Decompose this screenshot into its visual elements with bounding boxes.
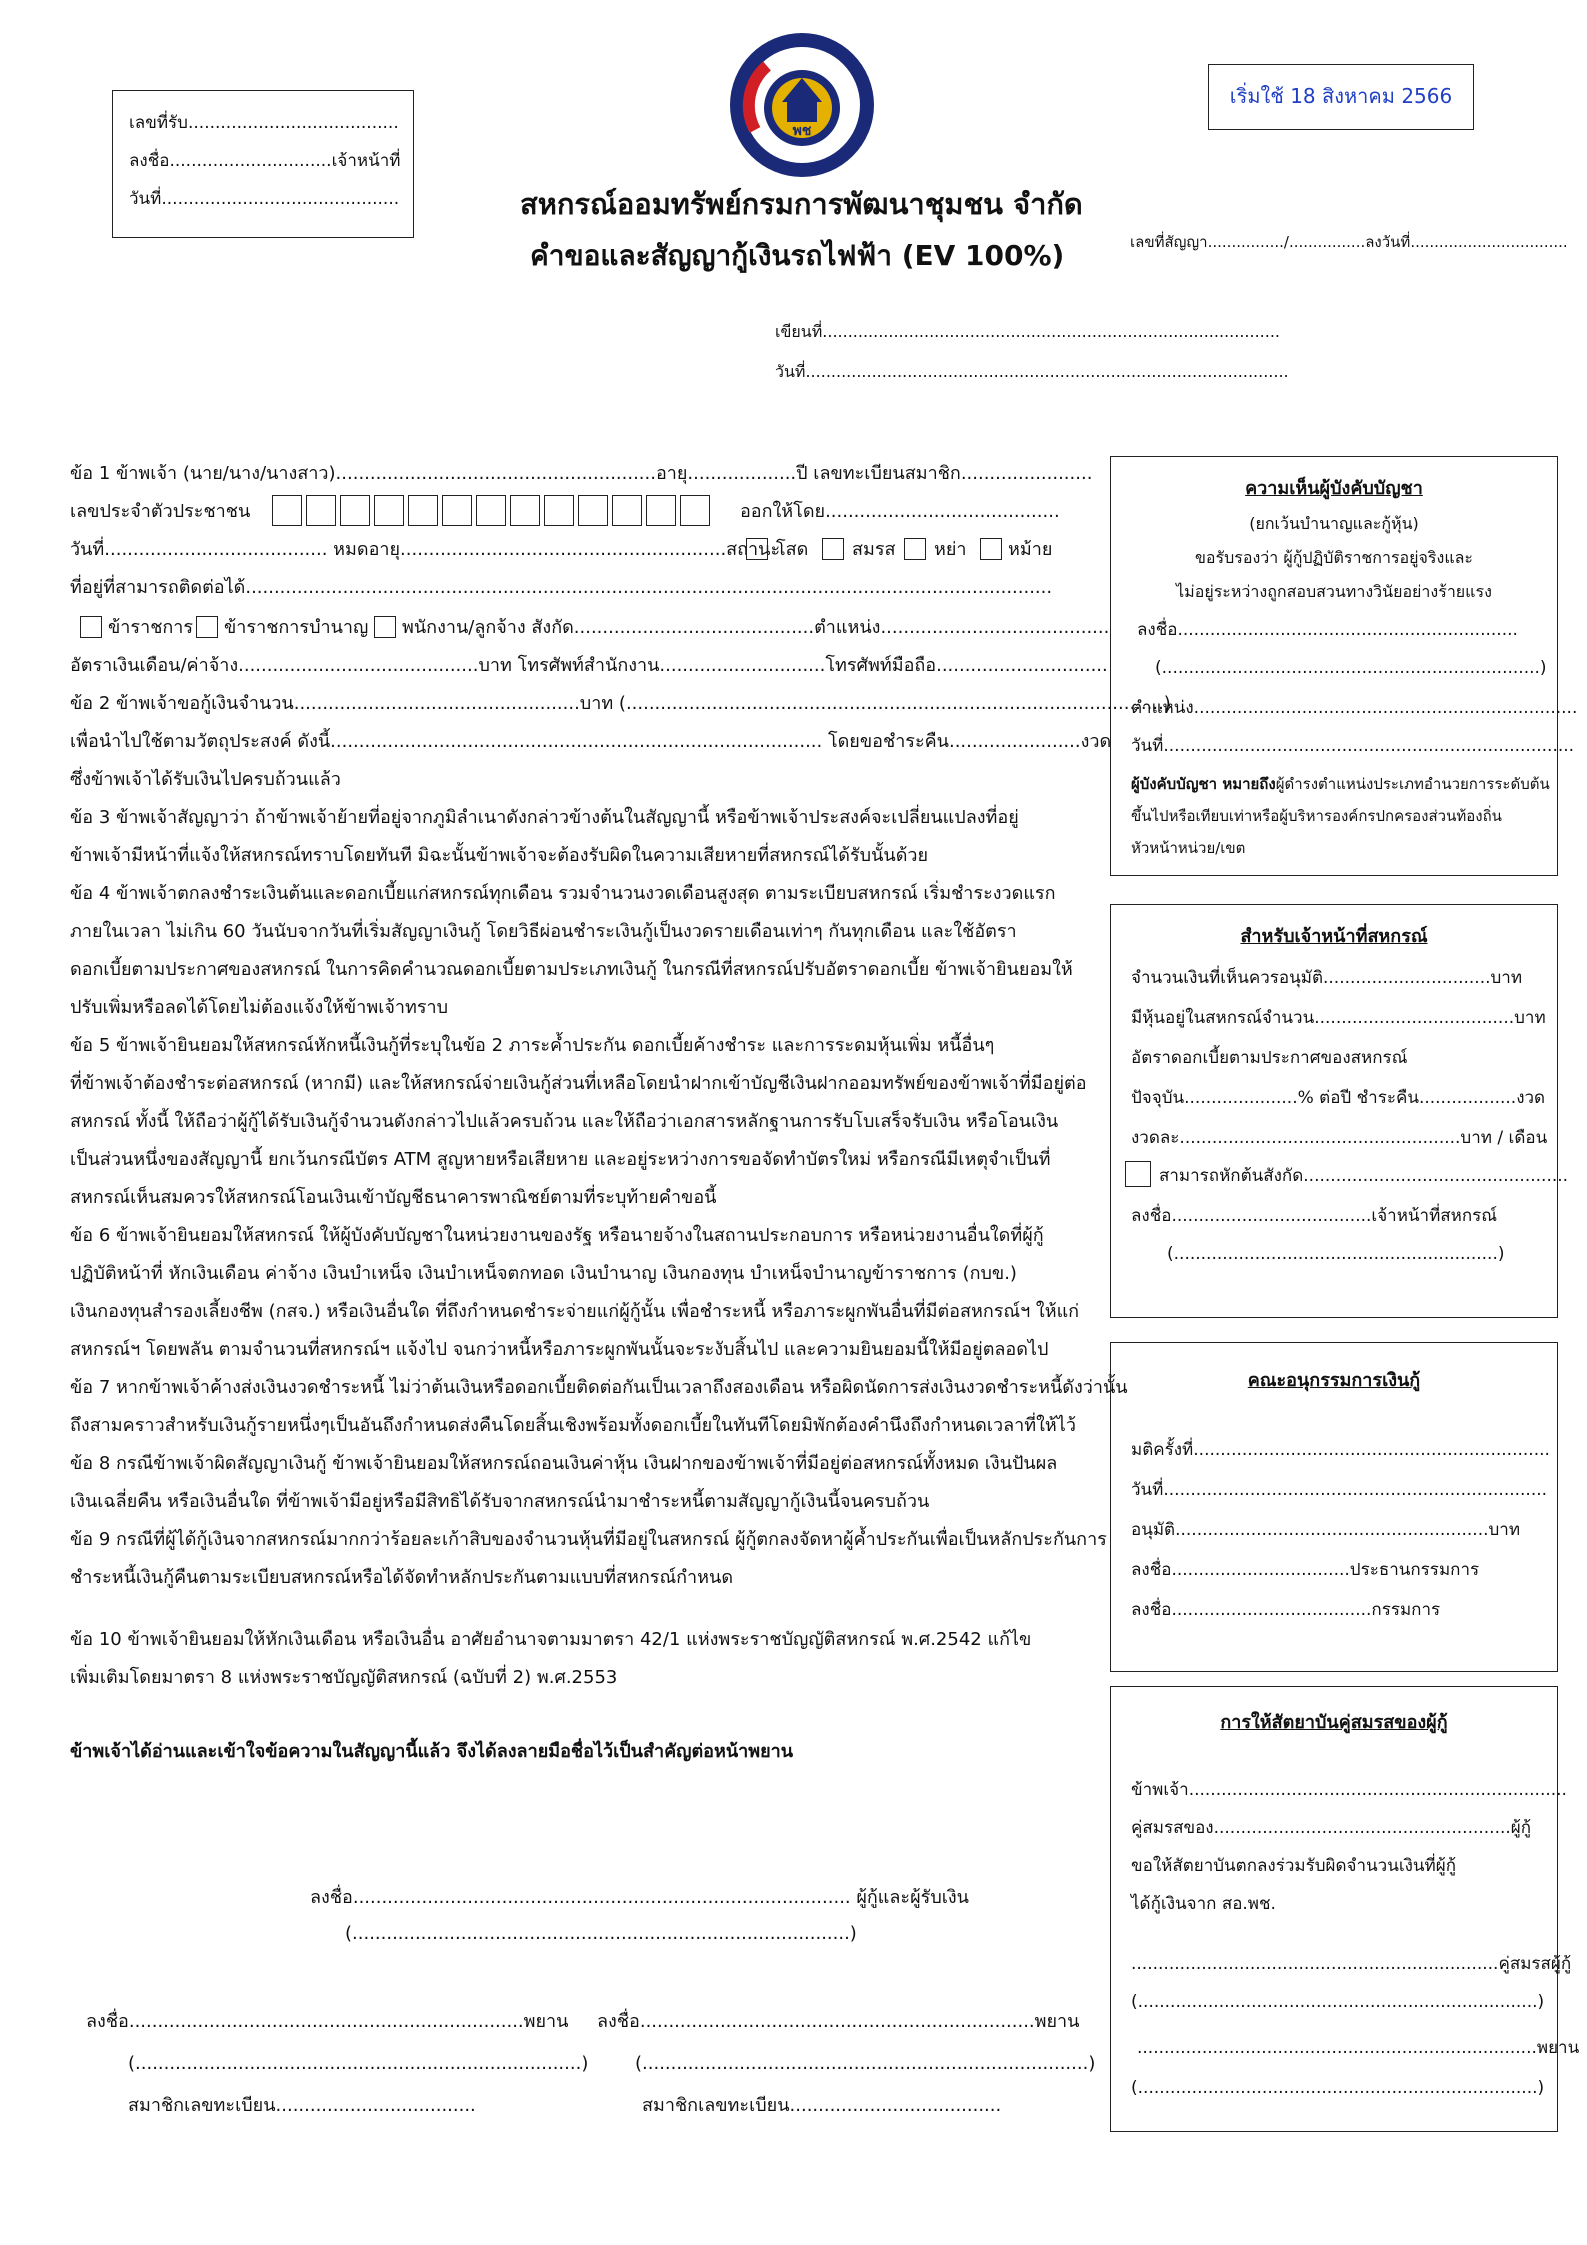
- supervisor-sign: ลงชื่อ...............................................................: [1137, 620, 1518, 640]
- contract-number: เลขที่สัญญา................/................ลงวันที่.................................: [1130, 233, 1568, 251]
- clause-8-line-2: เงินเฉลี่ยคืน หรือเงินอื่นใด ที่ข้าพเจ้ามีอยู่หรือมีสิทธิได้รับจากสหกรณ์นำมาชำระหนี้ตามสัญญากู้เงินนี้จนครบถ้วน: [70, 1491, 930, 1512]
- clause-6-line-4: สหกรณ์ฯ โดยพลัน ตามจำนวนที่สหกรณ์ฯ แจ้งไป จนกว่าหนี้หรือภาระผูกพันนั้นจะระงับสิ้นไป และความยินยอมนี้ให้มีอยู่ตลอดไป: [70, 1339, 1049, 1360]
- contact-address: ที่อยู่ที่สามารถติดต่อได้.............................................................................................................................................: [70, 577, 1053, 598]
- spouse-printed-name: (..........................................................................): [1131, 1992, 1545, 2012]
- supervisor-note-1: [1131, 773, 1550, 795]
- status-widowed-label: หม้าย: [1008, 539, 1053, 560]
- type-gov-checkbox[interactable]: [80, 616, 102, 638]
- supervisor-note-bold: ผู้บังคับบัญชา หมายถึง: [1131, 775, 1276, 793]
- supervisor-title: ความเห็นผู้บังคับบัญชา: [1245, 478, 1423, 499]
- clause-6-line-1: ข้อ 6 ข้าพเจ้ายินยอมให้สหกรณ์ ให้ผู้บังคับบัญชาในหน่วยงานของรัฐ หรือนายจ้างในสถานประกอบการ หรือหน่วยงานอื่นใดที่ผู้กู้: [70, 1225, 1044, 1246]
- supervisor-cert-2: ไม่อยู่ระหว่างถูกสอบสวนทางวินัยอย่างร้ายแรง: [1176, 582, 1492, 601]
- clause-4-line-1: ข้อ 4 ข้าพเจ้าตกลงชำระเงินต้นและดอกเบี้ยแก่สหกรณ์ทุกเดือน รวมจำนวนงวดเดือนสูงสุด ตามระเบียบสหกรณ์ เริ่มชำระงวดแรก: [70, 883, 1056, 904]
- receipt-number: เลขที่รับ.......................................: [129, 113, 399, 133]
- officer-name: (............................................................): [1167, 1244, 1505, 1264]
- supervisor-opinion-box: [1110, 456, 1578, 876]
- clause-5-line-4: เป็นส่วนหนึ่งของสัญญานี้ ยกเว้นกรณีบัตร ATM สูญหายหรือเสียหาย และอยู่ระหว่างการขอจัดทำบัตรใหม่ หรือกรณีมีเหตุจำเป็นที่: [70, 1149, 1051, 1170]
- officer-installment: งวดละ....................................................บาท / เดือน: [1131, 1128, 1548, 1148]
- clause-6-line-2: ปฏิบัติหน้าที่ หักเงินเดือน ค่าจ้าง เงินบำเหน็จ เงินบำเหน็จตกทอด เงินบำนาญ เงินกองทุน บำเหน็จบำนาญข้าราชการ (กบข.): [70, 1263, 1017, 1284]
- clause-2-line-2: เพื่อนำไปใช้ตามวัตถุประสงค์ ดังนี้...................................................................................... โดยขอชำระคืน.......................งวด: [70, 731, 1112, 752]
- status-widowed-checkbox[interactable]: [980, 538, 1002, 560]
- clause-5-line-5: สหกรณ์เห็นสมควรให้สหกรณ์โอนเงินเข้าบัญชีธนาคารพาณิชย์ตามที่ระบุท้ายคำขอนี้: [70, 1187, 717, 1208]
- witness-1-name: (..............................................................................): [128, 2053, 589, 2074]
- clause-1-line: ข้อ 1 ข้าพเจ้า (นาย/นาง/นางสาว)........................................................อายุ...................ปี เลขทะเบียนสมาชิก.......................: [70, 463, 1093, 484]
- clause-9-line-2: ชำระหนี้เงินกู้คืนตามระเบียบสหกรณ์หรือได้จัดทำหลักประกันตามแบบที่สหกรณ์กำหนด: [70, 1567, 734, 1588]
- loan-committee-box: [1110, 1342, 1558, 1672]
- status-married-checkbox[interactable]: [822, 538, 844, 560]
- witness-1-member: สมาชิกเลขทะเบียน...................................: [128, 2095, 476, 2116]
- witness-2-name: (..............................................................................): [635, 2053, 1096, 2074]
- spouse-name: ข้าพเจ้า......................................................................: [1131, 1780, 1567, 1800]
- clause-3-line-2: ข้าพเจ้ามีหน้าที่แจ้งให้สหกรณ์ทราบโดยทันที มิฉะนั้นข้าพเจ้าจะต้องรับผิดในความเสียหายที่สหกรณ์ได้รับนั้นด้วย: [70, 845, 929, 866]
- type-gov-label: ข้าราชการ: [108, 617, 194, 638]
- receipt-date: วันที่............................................: [129, 189, 400, 209]
- officer-shares: มีหุ้นอยู่ในสหกรณ์จำนวน.....................................บาท: [1131, 1008, 1546, 1028]
- clause-2-line-1: ข้อ 2 ข้าพเจ้าขอกู้เงินจำนวน..................................................บาท (..............................................................................................): [70, 693, 1171, 714]
- header-date: วันที่...............................................................................................: [775, 362, 1289, 381]
- officer-current-rate: ปัจจุบัน.....................% ต่อปี ชำระคืน..................งวด: [1131, 1088, 1546, 1108]
- clause-7-line-1: ข้อ 7 หากข้าพเจ้าค้างส่งเงินงวดชำระหนี้ ไม่ว่าต้นเงินหรือดอกเบี้ยติดต่อกันเป็นเวลาถึงสองเดือน หรือผิดนัดการส่งเงินงวดชำระหนี้ดังว่านั้น: [70, 1377, 1128, 1398]
- clause-4-line-2: ภายในเวลา ไม่เกิน 60 วันนับจากวันที่เริ่มสัญญาเงินกู้ โดยวิธีผ่อนชำระเงินกู้เป็นงวดรายเดือนเท่าๆ กันทุกเดือน และใช้อัตรา: [70, 921, 1017, 942]
- salary-phone: อัตราเงินเดือน/ค่าจ้าง..........................................บาท โทรศัพท์สำนักงาน.............................โทรศัพท์มือถือ..............................: [70, 655, 1108, 676]
- borrower-signature: ลงชื่อ....................................................................................... ผู้กู้และผู้รับเงิน: [310, 1887, 969, 1908]
- type-staff-label: พนักงาน/ลูกจ้าง สังกัด..........................................ตำแหน่ง........................................: [402, 617, 1110, 638]
- spouse-title: การให้สัตยาบันคู่สมรสของผู้กู้: [1220, 1712, 1448, 1733]
- supervisor-subtitle: (ยกเว้นบำนาญและกู้หุ้น): [1249, 514, 1419, 533]
- spouse-of: คู่สมรสของ.......................................................ผู้กู้: [1131, 1818, 1532, 1838]
- spouse-sign: ....................................................................คู่สมรสผู้กู้: [1131, 1954, 1572, 1974]
- supervisor-note-rest: ผู้ดำรงตำแหน่งประเภทอำนวยการระดับต้น: [1275, 775, 1550, 793]
- clause-9-line-1: ข้อ 9 กรณีที่ผู้ได้กู้เงินจากสหกรณ์มากกว่าร้อยละเก้าสิบของจำนวนหุ้นที่มีอยู่ในสหกรณ์ ผู้กู้ตกลงจัดหาผู้ค้ำประกันเพื่อเป็นหลักประกันการ: [70, 1529, 1107, 1550]
- id-label: เลขประจำตัวประชาชน: [70, 501, 251, 522]
- spouse-consent-1: ขอให้สัตยาบันตกลงร่วมรับผิดจำนวนเงินที่ผู้กู้: [1131, 1856, 1457, 1876]
- clause-4-line-4: ปรับเพิ่มหรือลดได้โดยไม่ต้องแจ้งให้ข้าพเจ้าทราบ: [70, 997, 449, 1018]
- status-divorced-label: หย่า: [934, 539, 967, 560]
- receipt-box: [112, 90, 414, 238]
- spouse-witness-name: (..........................................................................): [1131, 2078, 1545, 2098]
- acknowledgement-statement: ข้าพเจ้าได้อ่านและเข้าใจข้อความในสัญญานี้แล้ว จึงได้ลงลายมือชื่อไว้เป็นสำคัญต่อหน้าพยาน: [70, 1741, 794, 1762]
- spouse-consent-2: ได้กู้เงินจาก สอ.พช.: [1131, 1894, 1276, 1914]
- witness-1-signature: ลงชื่อ.....................................................................พยาน: [86, 2011, 569, 2032]
- type-staff-checkbox[interactable]: [374, 616, 396, 638]
- clause-4-line-3: ดอกเบี้ยตามประกาศของสหกรณ์ ในการคิดคำนวณดอกเบี้ยตามประเภทเงินกู้ ในกรณีที่สหกรณ์ปรับอัตราดอกเบี้ย ข้าพเจ้ายินยอมให้: [70, 959, 1073, 980]
- written-at: เขียนที่..........................................................................................: [775, 322, 1280, 341]
- organization-title: สหกรณ์ออมทรัพย์กรมการพัฒนาชุมชน จำกัด: [520, 187, 1083, 221]
- clause-6-line-3: เงินกองทุนสำรองเลี้ยงชีพ (กสจ.) หรือเงินอื่นใด ที่ถึงกำหนดชำระจ่ายแก่ผู้กู้นั้น เพื่อชำระหนี้ หรือภาระผูกพันอื่นที่มีต่อสหกรณ์ฯ ให้แก่: [70, 1301, 1080, 1322]
- status-divorced-checkbox[interactable]: [904, 538, 926, 560]
- deduct-from-agency-checkbox[interactable]: [1125, 1161, 1151, 1187]
- committee-date: วันที่.......................................................................: [1131, 1480, 1548, 1500]
- borrower-name: (.......................................................................................): [345, 1923, 857, 1944]
- spouse-ratification-box: [1110, 1686, 1580, 2132]
- officer-sign: ลงชื่อ.....................................เจ้าหน้าที่สหกรณ์: [1131, 1206, 1498, 1226]
- clause-5-line-2: ที่ข้าพเจ้าต้องชำระต่อสหกรณ์ (หากมี) และให้สหกรณ์จ่ายเงินกู้ส่วนที่เหลือโดยนำฝากเข้าบัญชีเงินฝากออมทรัพย์ของข้าพเจ้าที่มีอยู่ต่อ: [70, 1073, 1087, 1094]
- committee-resolution: มติครั้งที่..................................................................: [1131, 1440, 1550, 1460]
- effective-date-badge: [1208, 64, 1474, 130]
- supervisor-note-2: ขึ้นไปหรือเทียบเท่าหรือผู้บริหารองค์กรปกครองส่วนท้องถิ่น: [1131, 807, 1502, 825]
- clause-2-line-3: ซึ่งข้าพเจ้าได้รับเงินไปครบถ้วนแล้ว: [70, 769, 341, 790]
- committee-approved: อนุมัติ..........................................................บาท: [1131, 1520, 1521, 1540]
- witness-2-member: สมาชิกเลขทะเบียน.....................................: [642, 2095, 1002, 2116]
- type-retired-label: ข้าราชการบำนาญ: [224, 617, 369, 638]
- committee-title: คณะอนุกรรมการเงินกู้: [1247, 1370, 1421, 1391]
- clause-8-line-1: ข้อ 8 กรณีข้าพเจ้าผิดสัญญาเงินกู้ ข้าพเจ้ายินยอมให้สหกรณ์ถอนเงินค่าหุ้น เงินฝากของข้าพเจ้าที่มีอยู่ต่อสหกรณ์ทั้งหมด เงินปันผล: [70, 1453, 1058, 1474]
- national-id-cells[interactable]: [272, 495, 710, 526]
- clause-7-line-2: ถึงสามคราวสำหรับเงินกู้รายหนึ่งๆเป็นอันถึงกำหนดส่งคืนโดยสิ้นเชิงพร้อมทั้งดอกเบี้ยในทันทีโดยมิพักต้องคำนึงถึงกำหนดเวลาที่ให้ไว้: [70, 1415, 1076, 1436]
- clause-3-line-1: ข้อ 3 ข้าพเจ้าสัญญาว่า ถ้าข้าพเจ้าย้ายที่อยู่จากภูมิลำเนาดังกล่าวข้างต้นในสัญญานี้ หรือข้าพเจ้าประสงค์จะเปลี่ยนแปลงที่อยู่: [70, 807, 1019, 828]
- clause-5-line-1: ข้อ 5 ข้าพเจ้ายินยอมให้สหกรณ์หักหนี้เงินกู้ที่ระบุในข้อ 2 ภาระค้ำประกัน ดอกเบี้ยค้างชำระ และการระดมหุ้นเพิ่ม หนี้อื่นๆ: [70, 1035, 995, 1056]
- supervisor-note-3: หัวหน้าหน่วย/เขต: [1131, 839, 1246, 857]
- spouse-witness-sign: ..........................................................................พยาน: [1137, 2038, 1580, 2058]
- supervisor-name: (......................................................................): [1155, 658, 1547, 678]
- officer-title: สำหรับเจ้าหน้าที่สหกรณ์: [1240, 926, 1428, 947]
- clause-5-line-3: สหกรณ์ ทั้งนี้ ให้ถือว่าผู้กู้ได้รับเงินกู้จำนวนดังกล่าวไปแล้วครบถ้วน และให้ถือว่าเอกสารหลักฐานการรับโบเสร็จรับเงิน หรือโอนเงิน: [70, 1111, 1059, 1132]
- status-single-label: โสด: [776, 539, 809, 560]
- id-date-expiry: วันที่....................................... หมดอายุ.........................................................สถานะ: [70, 539, 781, 560]
- supervisor-date: วันที่............................................................................: [1131, 736, 1575, 756]
- clause-10-line-1: ข้อ 10 ข้าพเจ้ายินยอมให้หักเงินเดือน หรือเงินอื่น อาศัยอำนาจตามมาตรา 42/1 แห่งพระราชบัญญัติสหกรณ์ พ.ศ.2542 แก้ไข: [70, 1629, 1032, 1650]
- effective-date-text: เริ่มใช้ 18 สิงหาคม 2566: [1229, 84, 1453, 108]
- cooperative-logo: [727, 30, 877, 180]
- supervisor-position: ตำแหน่ง.......................................................................: [1131, 698, 1578, 718]
- supervisor-cert-1: ขอรับรองว่า ผู้กู้ปฏิบัติราชการอยู่จริงและ: [1194, 548, 1474, 567]
- committee-member-sign: ลงชื่อ.....................................กรรมการ: [1131, 1600, 1441, 1620]
- type-retired-checkbox[interactable]: [196, 616, 218, 638]
- svg-text:พช: พช: [792, 123, 812, 139]
- form-title: คำขอและสัญญากู้เงินรถไฟฟ้า (EV 100%): [530, 239, 1065, 272]
- logo-emblem-icon: [727, 30, 877, 180]
- id-issued-by: ออกให้โดย.........................................: [740, 501, 1060, 522]
- status-married-label: สมรส: [852, 539, 896, 560]
- officer-approved-amount: จำนวนเงินที่เห็นควรอนุมัติ...............................บาท: [1131, 968, 1523, 988]
- clause-10-line-2: เพิ่มเติมโดยมาตรา 8 แห่งพระราชบัญญัติสหกรณ์ (ฉบับที่ 2) พ.ศ.2553: [70, 1667, 618, 1688]
- officer-deduct-label: สามารถหักต้นสังกัด.................................................: [1159, 1166, 1569, 1186]
- witness-2-signature: ลงชื่อ.....................................................................พยาน: [597, 2011, 1080, 2032]
- receipt-signer: ลงชื่อ..............................เจ้าหน้าที่: [129, 151, 401, 171]
- officer-box: [1110, 904, 1569, 1318]
- committee-chair-sign: ลงชื่อ.................................ประธานกรรมการ: [1131, 1560, 1480, 1580]
- status-single-checkbox[interactable]: [746, 538, 768, 560]
- officer-rate-label: อัตราดอกเบี้ยตามประกาศของสหกรณ์: [1131, 1048, 1408, 1068]
